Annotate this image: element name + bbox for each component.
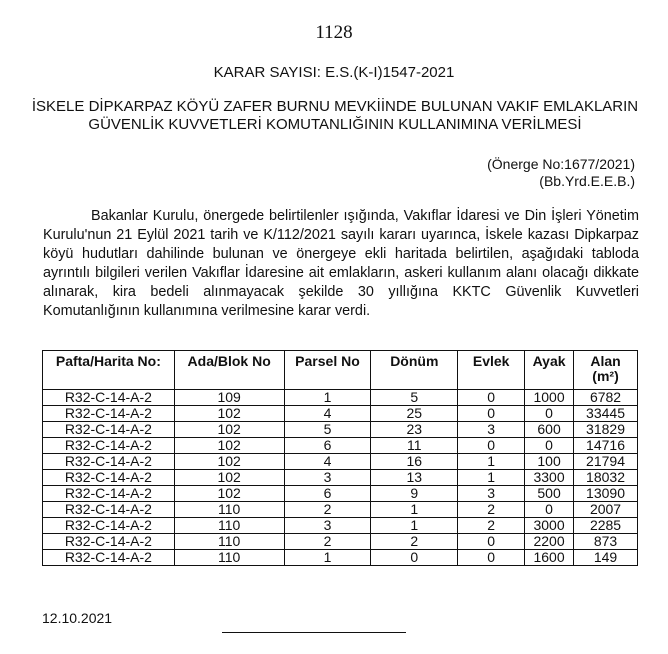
cell-donum: 9 — [371, 486, 458, 502]
cell-block: 102 — [174, 422, 284, 438]
cell-ayak: 0 — [525, 406, 574, 422]
cell-evlek: 2 — [458, 502, 525, 518]
cell-evlek: 1 — [458, 454, 525, 470]
header-area-unit: (m²) — [592, 368, 619, 384]
reference-block — [487, 156, 635, 190]
title-line-1: İSKELE DİPKARPAZ KÖYÜ ZAFER BURNU MEVKİİNDE BULUNAN VAKIF EMLAKLARIN — [31, 98, 639, 115]
table-row — [43, 406, 638, 422]
signature-line — [222, 632, 406, 633]
cell-evlek: 1 — [458, 470, 525, 486]
table-row — [43, 438, 638, 454]
header-ayak: Ayak — [525, 351, 574, 390]
table-row — [43, 454, 638, 470]
cell-ayak: 1000 — [525, 390, 574, 406]
cell-ayak: 1600 — [525, 550, 574, 566]
cell-area: 873 — [574, 534, 638, 550]
cell-sheet-map: R32-C-14-A-2 — [43, 534, 175, 550]
cell-parcel: 4 — [284, 406, 371, 422]
header-sheet-map: Pafta/Harita No: — [43, 351, 175, 390]
cell-parcel: 2 — [284, 502, 371, 518]
cell-area: 14716 — [574, 438, 638, 454]
cell-evlek: 0 — [458, 438, 525, 454]
cell-area: 31829 — [574, 422, 638, 438]
header-area-label: Alan — [590, 353, 621, 369]
cell-evlek: 0 — [458, 390, 525, 406]
page-number: 1128 — [315, 22, 353, 43]
cell-sheet-map: R32-C-14-A-2 — [43, 454, 175, 470]
ministry-reference: (Bb.Yrd.E.E.B.) — [539, 173, 635, 189]
cell-donum: 0 — [371, 550, 458, 566]
cell-sheet-map: R32-C-14-A-2 — [43, 406, 175, 422]
cell-ayak: 0 — [525, 502, 574, 518]
cell-donum: 16 — [371, 454, 458, 470]
document-date: 12.10.2021 — [42, 610, 113, 626]
cell-area: 6782 — [574, 390, 638, 406]
table-row — [43, 470, 638, 486]
cell-area: 149 — [574, 550, 638, 566]
cell-sheet-map: R32-C-14-A-2 — [43, 486, 175, 502]
cell-donum: 23 — [371, 422, 458, 438]
cell-ayak: 3300 — [525, 470, 574, 486]
cell-block: 102 — [174, 470, 284, 486]
decision-body: Bakanlar Kurulu, önergede belirtilenler ışığında, Vakıflar İdaresi ve Din İşleri Yönetim Kurulu'nun 21 Eylül 2021 tarih ve K/112/2021 sayılı kararı uyarınca, İskele kazası Dipkarpaz köyü hudutları dahilinde bulunan ve önergeye ekli haritada belirtilen, aşağıdaki tabloda ayrıntılı bilgileri verilen Vakıflar İdaresine ait emlakların, askeri kullanım alanı olacağı dikkate alınarak, kira bedeli alınmayacak şekilde 30 yıllığına KKTC Güvenlik Kuvvetleri Komutanlığının kullanımına verilmesine karar verdi. — [43, 208, 639, 319]
cell-block: 102 — [174, 406, 284, 422]
cell-area: 18032 — [574, 470, 638, 486]
cell-area: 13090 — [574, 486, 638, 502]
table-row — [43, 518, 638, 534]
cell-donum: 1 — [371, 518, 458, 534]
cell-donum: 5 — [371, 390, 458, 406]
cell-ayak: 600 — [525, 422, 574, 438]
cell-parcel: 6 — [284, 486, 371, 502]
cell-donum: 2 — [371, 534, 458, 550]
table-row — [43, 390, 638, 406]
cell-parcel: 5 — [284, 422, 371, 438]
cell-sheet-map: R32-C-14-A-2 — [43, 438, 175, 454]
cell-ayak: 2200 — [525, 534, 574, 550]
property-table — [42, 350, 638, 566]
cell-parcel: 2 — [284, 534, 371, 550]
motion-number: (Önerge No:1677/2021) — [487, 156, 635, 172]
cell-sheet-map: R32-C-14-A-2 — [43, 390, 175, 406]
cell-sheet-map: R32-C-14-A-2 — [43, 550, 175, 566]
table-row — [43, 422, 638, 438]
header-evlek: Evlek — [458, 351, 525, 390]
cell-parcel: 6 — [284, 438, 371, 454]
cell-block: 102 — [174, 438, 284, 454]
cell-evlek: 2 — [458, 518, 525, 534]
cell-donum: 13 — [371, 470, 458, 486]
header-area — [574, 351, 638, 390]
cell-parcel: 3 — [284, 470, 371, 486]
cell-parcel: 1 — [284, 390, 371, 406]
cell-ayak: 100 — [525, 454, 574, 470]
cell-block: 109 — [174, 390, 284, 406]
cell-evlek: 3 — [458, 422, 525, 438]
cell-area: 21794 — [574, 454, 638, 470]
cell-evlek: 0 — [458, 534, 525, 550]
cell-area: 2007 — [574, 502, 638, 518]
cell-ayak: 0 — [525, 438, 574, 454]
cell-sheet-map: R32-C-14-A-2 — [43, 502, 175, 518]
table-row — [43, 486, 638, 502]
table-row — [43, 502, 638, 518]
cell-evlek: 0 — [458, 550, 525, 566]
cell-ayak: 3000 — [525, 518, 574, 534]
table-row — [43, 550, 638, 566]
header-donum: Dönüm — [371, 351, 458, 390]
title-line-2: GÜVENLİK KUVVETLERİ KOMUTANLIĞININ KULLANIMINA VERİLMESİ — [88, 116, 582, 133]
cell-sheet-map: R32-C-14-A-2 — [43, 518, 175, 534]
cell-parcel: 3 — [284, 518, 371, 534]
cell-parcel: 4 — [284, 454, 371, 470]
cell-ayak: 500 — [525, 486, 574, 502]
cell-block: 110 — [174, 550, 284, 566]
cell-donum: 25 — [371, 406, 458, 422]
cell-block: 110 — [174, 518, 284, 534]
header-block: Ada/Blok No — [174, 351, 284, 390]
cell-block: 110 — [174, 534, 284, 550]
cell-area: 2285 — [574, 518, 638, 534]
decision-number: KARAR SAYISI: E.S.(K-I)1547-2021 — [213, 64, 455, 81]
cell-sheet-map: R32-C-14-A-2 — [43, 422, 175, 438]
cell-block: 110 — [174, 502, 284, 518]
table-row — [43, 534, 638, 550]
cell-donum: 1 — [371, 502, 458, 518]
cell-sheet-map: R32-C-14-A-2 — [43, 470, 175, 486]
document-title — [10, 98, 660, 134]
cell-block: 102 — [174, 486, 284, 502]
cell-block: 102 — [174, 454, 284, 470]
table-header-row — [43, 351, 638, 390]
cell-donum: 11 — [371, 438, 458, 454]
cell-evlek: 3 — [458, 486, 525, 502]
cell-area: 33445 — [574, 406, 638, 422]
header-parcel: Parsel No — [284, 351, 371, 390]
cell-parcel: 1 — [284, 550, 371, 566]
cell-evlek: 0 — [458, 406, 525, 422]
